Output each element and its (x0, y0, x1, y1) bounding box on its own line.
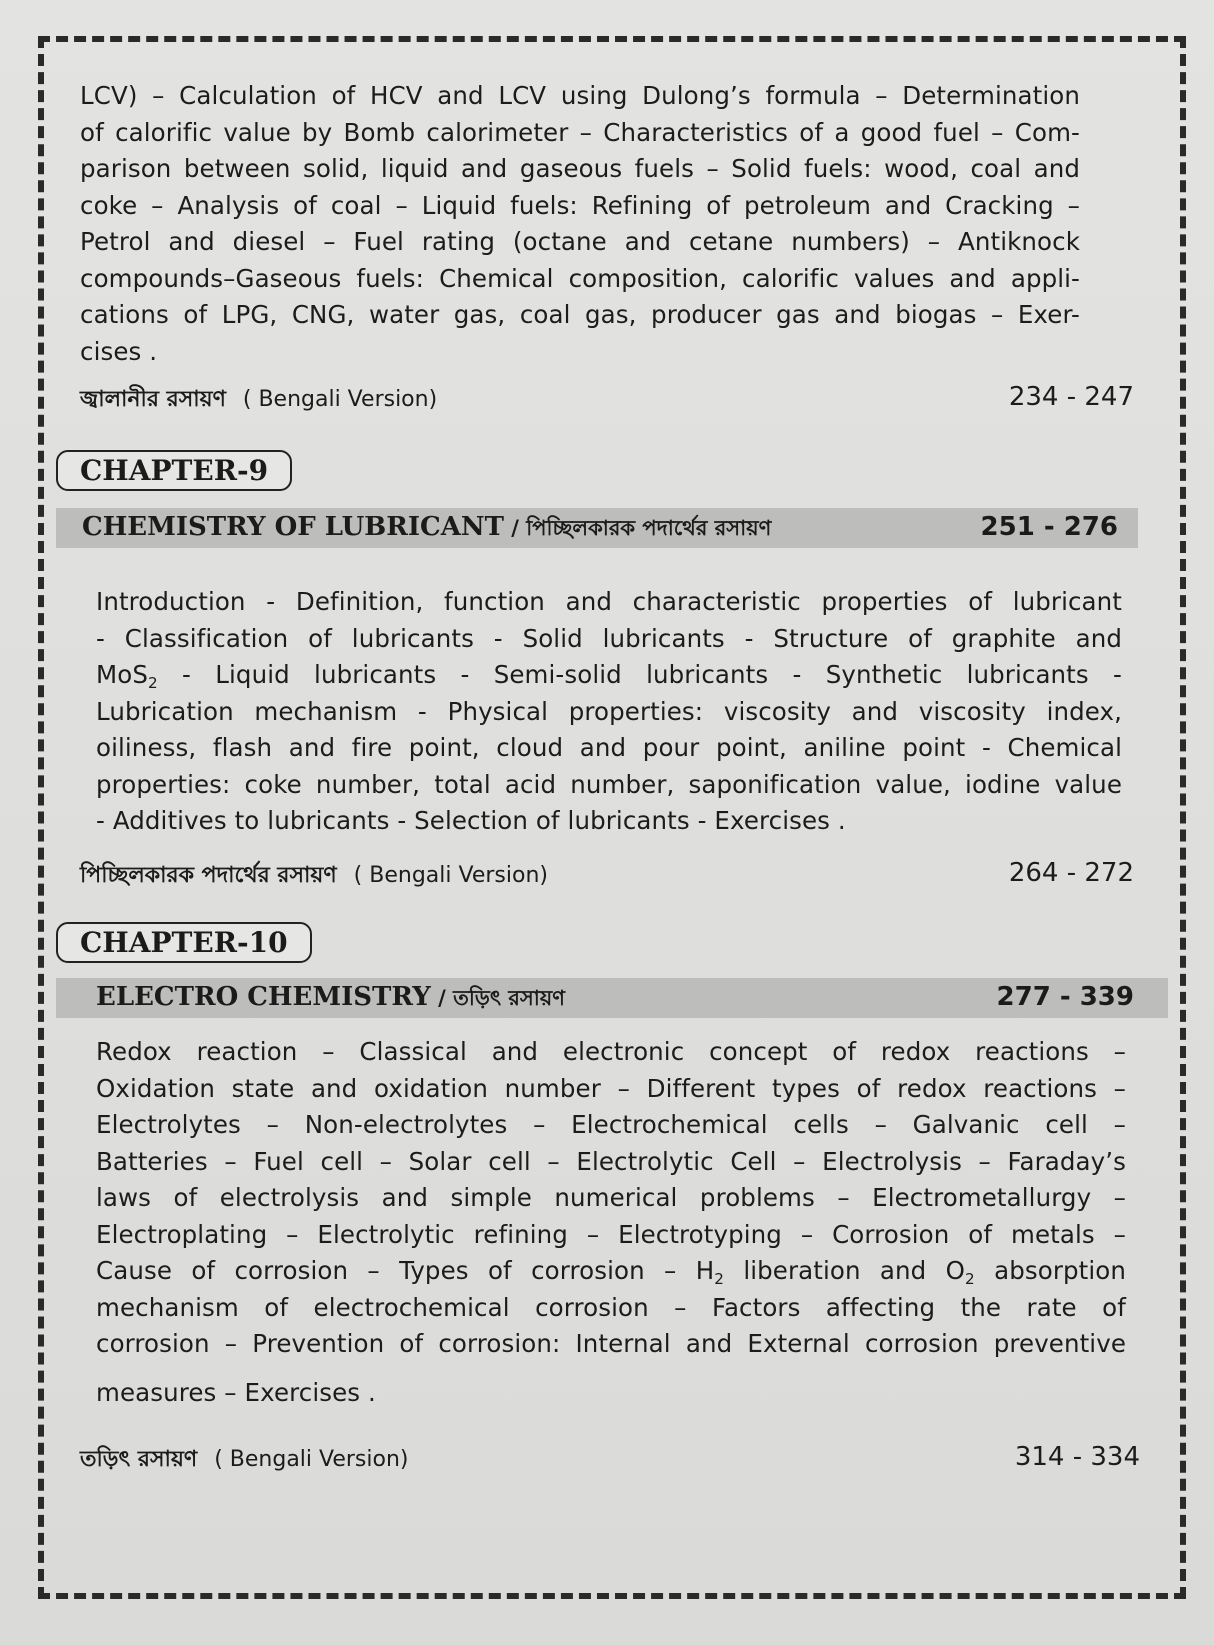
chapter-title-bengali: / তড়িৎ রসায়ণ (430, 986, 565, 1010)
syllabus-line: parison between solid, liquid and gaseous fuels – Solid fuels: wood, coal and (80, 154, 1080, 183)
chapter-title: CHEMISTRY OF LUBRICANT (82, 512, 504, 542)
syllabus-line: measures – Exercises . (96, 1377, 376, 1407)
chapter-page-range: 277 - 339 (996, 982, 1134, 1012)
page-range: 264 - 272 (1008, 858, 1134, 888)
chapter-label: CHAPTER-10 (80, 926, 288, 959)
page-range: 314 - 334 (1014, 1442, 1140, 1472)
syllabus-line: - Classification of lubricants - Solid lubricants - Structure of graphite and (96, 623, 1122, 653)
chapter-title-bengali: / পিচ্ছিলকারক পদার্থের রসায়ণ (503, 516, 772, 540)
bengali-title: জ্বালানীর রসায়ণ (80, 387, 226, 412)
syllabus-line: Lubrication mechanism - Physical properties: viscosity and viscosity index, (96, 696, 1122, 726)
bengali-version-label: ( Bengali Version) (353, 863, 548, 888)
chapter-page-range: 251 - 276 (980, 512, 1118, 542)
syllabus-line: Redox reaction – Classical and electronic concept of redox reactions – (96, 1037, 1126, 1066)
lubricant-syllabus-paragraph (96, 584, 1122, 840)
syllabus-line: Batteries – Fuel cell – Solar cell – Electrolytic Cell – Electrolysis – Faraday’s (96, 1146, 1126, 1176)
syllabus-line: properties: coke number, total acid number, saponification value, iodine value (96, 769, 1122, 799)
chapter-label-box (56, 450, 292, 491)
syllabus-line: Electrolytes – Non-electrolytes – Electrochemical cells – Galvanic cell – (96, 1110, 1126, 1139)
syllabus-line: of calorific value by Bomb calorimeter – Characteristics of a good fuel – Com- (80, 117, 1080, 147)
syllabus-line: oiliness, flash and fire point, cloud and pour point, aniline point - Chemical (96, 733, 1122, 762)
bengali-title: পিচ্ছিলকারক পদার্থের রসায়ণ (80, 863, 337, 888)
syllabus-line: Oxidation state and oxidation number – Different types of redox reactions – (96, 1073, 1126, 1103)
bengali-version-label: ( Bengali Version) (214, 1447, 409, 1472)
chapter-label-box (56, 922, 312, 963)
syllabus-line: coke – Analysis of coal – Liquid fuels: Refining of petroleum and Cracking – (80, 190, 1080, 220)
syllabus-line: Cause of corrosion – Types of corrosion – $H_2$ liberation and $O_2$ absorption (96, 1256, 1126, 1288)
chapter-title-bar (56, 978, 1168, 1018)
bengali-version-label: ( Bengali Version) (242, 387, 438, 412)
chapter-title: ELECTRO CHEMISTRY (96, 982, 431, 1012)
syllabus-line: Introduction - Definition, function and characteristic properties of lubricant (96, 587, 1122, 616)
syllabus-line: corrosion – Prevention of corrosion: Internal and External corrosion preventive (96, 1329, 1126, 1358)
bengali-title: তড়িৎ রসায়ণ (80, 1447, 198, 1472)
page-range: 234 - 247 (1008, 382, 1134, 412)
syllabus-line: Petrol and diesel – Fuel rating (octane and cetane numbers) – Antiknock (80, 227, 1080, 256)
syllabus-line: laws of electrolysis and simple numerical problems – Electrometallurgy – (96, 1183, 1126, 1212)
syllabus-line: MoS$_2$ - Liquid lubricants - Semi-solid lubricants - Synthetic lubricants - (96, 660, 1122, 692)
syllabus-line: Electroplating – Electrolytic refining – Electrotyping – Corrosion of metals – (96, 1219, 1126, 1249)
syllabus-line: mechanism of electrochemical corrosion – Factors affecting the rate of (96, 1292, 1126, 1322)
chapter-title-bar (56, 508, 1138, 548)
chapter-label: CHAPTER-9 (80, 454, 269, 487)
fuels-syllabus-paragraph (80, 78, 1080, 370)
syllabus-line: - Additives to lubricants - Selection of lubricants - Exercises . (96, 806, 846, 835)
electrochemistry-syllabus-paragraph (96, 1034, 1126, 1411)
syllabus-line: compounds–Gaseous fuels: Chemical composition, calorific values and appli- (80, 263, 1080, 293)
syllabus-line: cations of LPG, CNG, water gas, coal gas, producer gas and biogas – Exer- (80, 300, 1080, 329)
syllabus-line: cises . (80, 336, 158, 366)
syllabus-line: LCV) – Calculation of HCV and LCV using Dulong’s formula – Determination (80, 81, 1080, 110)
